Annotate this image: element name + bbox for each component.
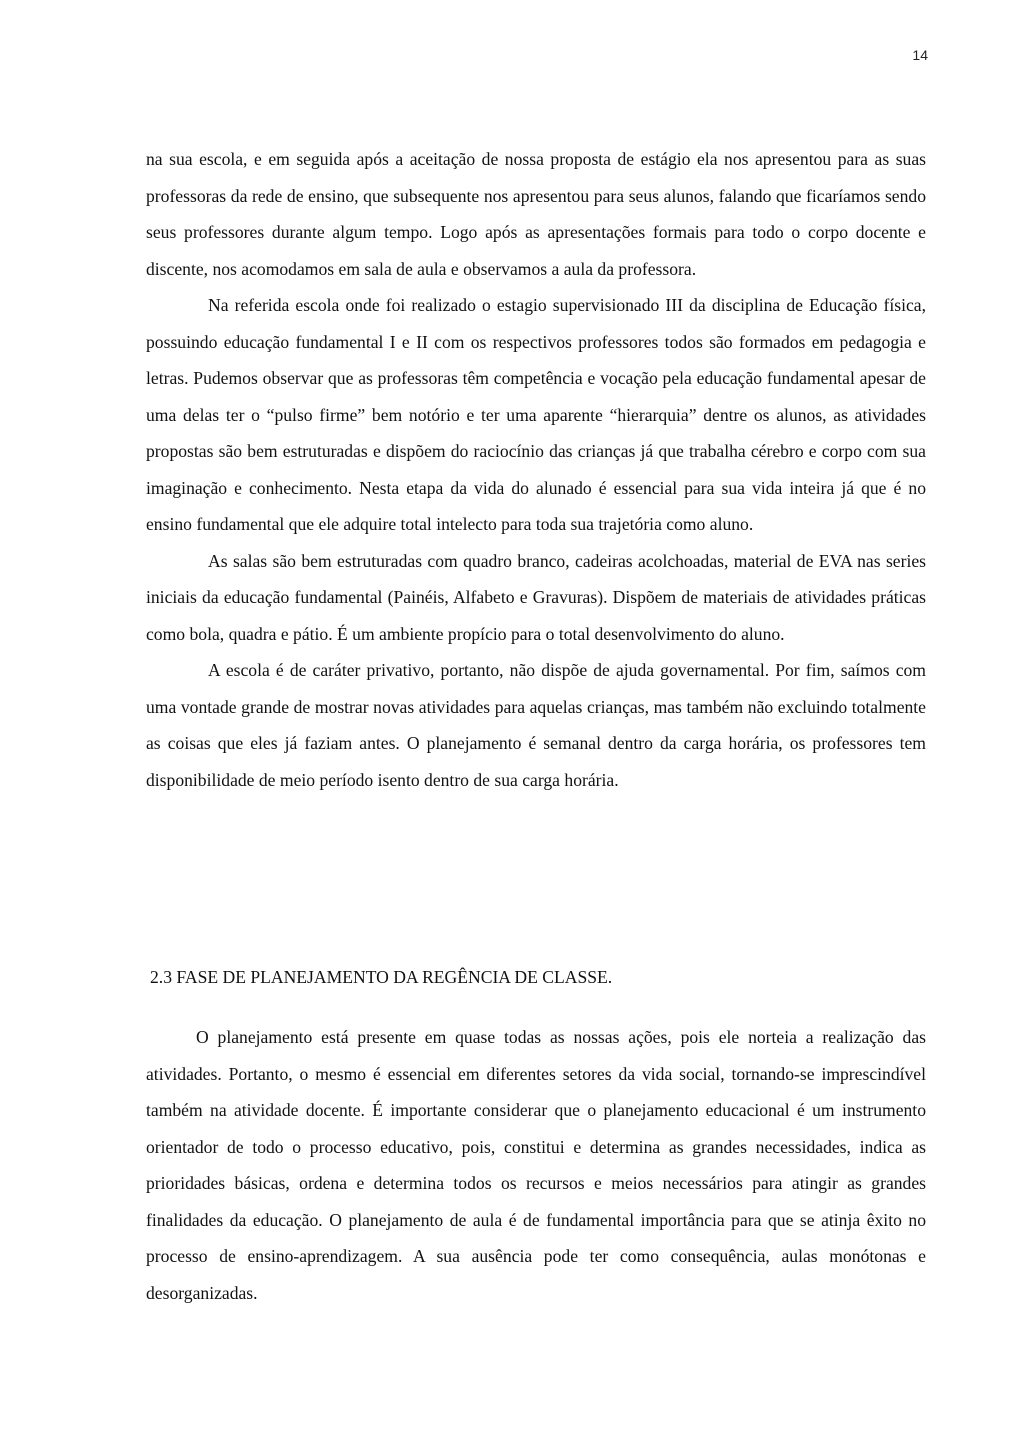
- page-number: 14: [912, 47, 928, 63]
- paragraph-school-description: Na referida escola onde foi realizado o estagio supervisionado III da disciplina de Educação física, possuindo educação fundamental I e II com os respectivos professores todos são formados em pedagogia e letras. Pudemos observar que as professoras têm competência e vocação pela educação fundamental apesar de uma delas ter o “pulso firme” bem notório e ter uma aparente “hierarquia” dentre os alunos, as atividades propostas são bem estruturadas e dispõem do raciocínio das crianças já que trabalha cérebro e corpo com sua imaginação e conhecimento. Nesta etapa da vida do alunado é essencial para sua vida inteira já que é no ensino fundamental que ele adquire total intelecto para toda sua trajetória como aluno.: [146, 295, 926, 534]
- body-text-block-2: [146, 1019, 926, 1311]
- section-heading: 2.3 FASE DE PLANEJAMENTO DA REGÊNCIA DE CLASSE.: [150, 967, 613, 987]
- body-text-block-1: [146, 141, 926, 798]
- paragraph-planning: O planejamento está presente em quase todas as nossas ações, pois ele norteia a realização das atividades. Portanto, o mesmo é essencial em diferentes setores da vida social, tornando-se imprescindível também na atividade docente. É importante considerar que o planejamento educacional é um instrumento orientador de todo o processo educativo, pois, constitui e determina as grandes necessidades, indica as prioridades básicas, ordena e determina todos os recursos e meios necessários para atingir as grandes finalidades da educação. O planejamento de aula é de fundamental importância para que se atinja êxito no processo de ensino-aprendizagem. A sua ausência pode ter como consequência, aulas monótonas e desorganizadas.: [146, 1027, 926, 1303]
- paragraph-school-character: A escola é de caráter privativo, portanto, não dispõe de ajuda governamental. Por fim, saímos com uma vontade grande de mostrar novas atividades para aquelas crianças, mas também não excluindo totalmente as coisas que eles já faziam antes. O planejamento é semanal dentro da carga horária, os professores tem disponibilidade de meio período isento dentro de sua carga horária.: [146, 660, 926, 790]
- paragraph-continuation: na sua escola, e em seguida após a aceitação de nossa proposta de estágio ela nos apresentou para as suas professoras da rede de ensino, que subsequente nos apresentou para seus alunos, falando que ficaríamos sendo seus professores durante algum tempo. Logo após as apresentações formais para todo o corpo docente e discente, nos acomodamos em sala de aula e observamos a aula da professora.: [146, 149, 926, 279]
- paragraph-classrooms: As salas são bem estruturadas com quadro branco, cadeiras acolchoadas, material de EVA nas series iniciais da educação fundamental (Painéis, Alfabeto e Gravuras). Dispõem de materiais de atividades práticas como bola, quadra e pátio. É um ambiente propício para o total desenvolvimento do aluno.: [146, 550, 926, 644]
